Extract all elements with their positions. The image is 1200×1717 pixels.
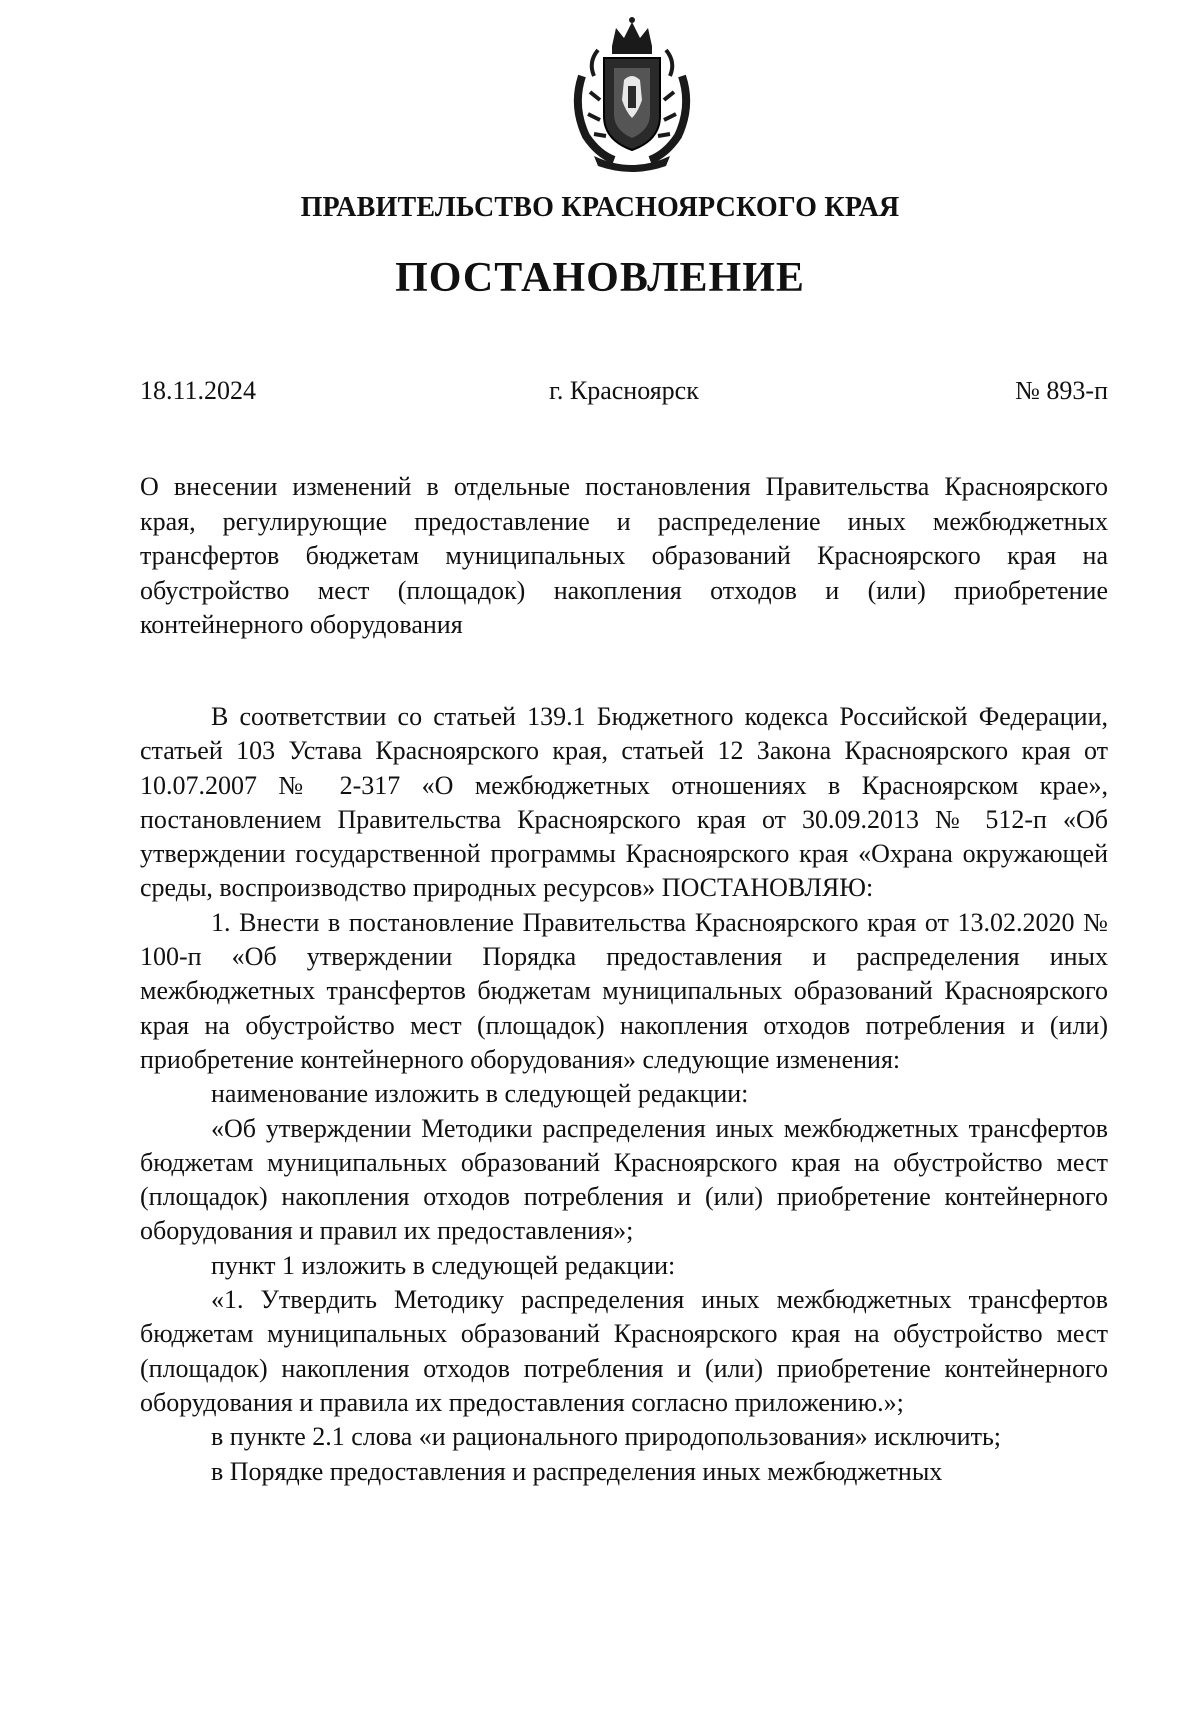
krasnoyarsk-coat-of-arms-icon [568,16,696,174]
body-paragraph: «1. Утвердить Методику распределения иных межбюджетных трансфертов бюджетам муниципальных образований Красноярского края на обустройство мест (площадок) накопления отходов потребления и (или) приобретение контейнерного оборудования и правила их предоставления согласно приложению.»; [140,1285,1108,1417]
body-paragraph: в пункте 2.1 слова «и рационального природопользования» исключить; [211,1422,1002,1452]
body-paragraph: В соответствии со статьей 139.1 Бюджетного кодекса Российской Федерации, статьей 103 Устава Красноярского края, статьей 12 Закона Красноярского края от 10.07.2007 № 2-317 «О межбюджетных отношениях в Красноярском крае», постановлением Правительства Красноярского края от 30.09.2013 № 512-п «Об утверждении государственной программы Красноярского края «Охрана окружающей среды, воспроизводство природных ресурсов» ПОСТАНОВЛЯЮ: [140,702,1108,903]
document-city: г. Красноярск [549,376,699,405]
document-subject: О внесении изменений в отдельные постановления Правительства Красноярского края, регулирующие предоставление и распределение иных межбюджетных трансфертов бюджетам муниципальных образований Красноярского края на обустройство мест (площадок) накопления отходов и (или) приобретение контейнерного оборудования [140,472,1108,640]
body-paragraph: наименование изложить в следующей редакции: [211,1079,749,1109]
document-body [140,700,1108,1489]
document-date: 18.11.2024 [140,376,257,405]
document-number: № 893-п [1015,376,1108,405]
body-paragraph: пункт 1 изложить в следующей редакции: [211,1250,676,1280]
document-meta [140,376,1108,410]
body-paragraph: «Об утверждении Методики распределения иных межбюджетных трансфертов бюджетам муниципальных образований Красноярского края на обустройство мест (площадок) накопления отходов потребления и (или) приобретение контейнерного оборудования и правил их предоставления»; [140,1113,1108,1246]
body-paragraph: 1. Внести в постановление Правительства Красноярского края от 13.02.2020 № 100-п «Об утверждении Порядка предоставления и распределения иных межбюджетных трансфертов бюджетам муниципальных образований Красноярского края на обустройство мест (площадок) накопления отходов потребления и (или) приобретение контейнерного оборудования» следующие изменения: [140,907,1108,1074]
body-paragraph: в Порядке предоставления и распределения иных межбюджетных [211,1456,943,1486]
document-type: ПОСТАНОВЛЕНИЕ [395,255,805,301]
government-title: ПРАВИТЕЛЬСТВО КРАСНОЯРСКОГО КРАЯ [300,192,900,223]
